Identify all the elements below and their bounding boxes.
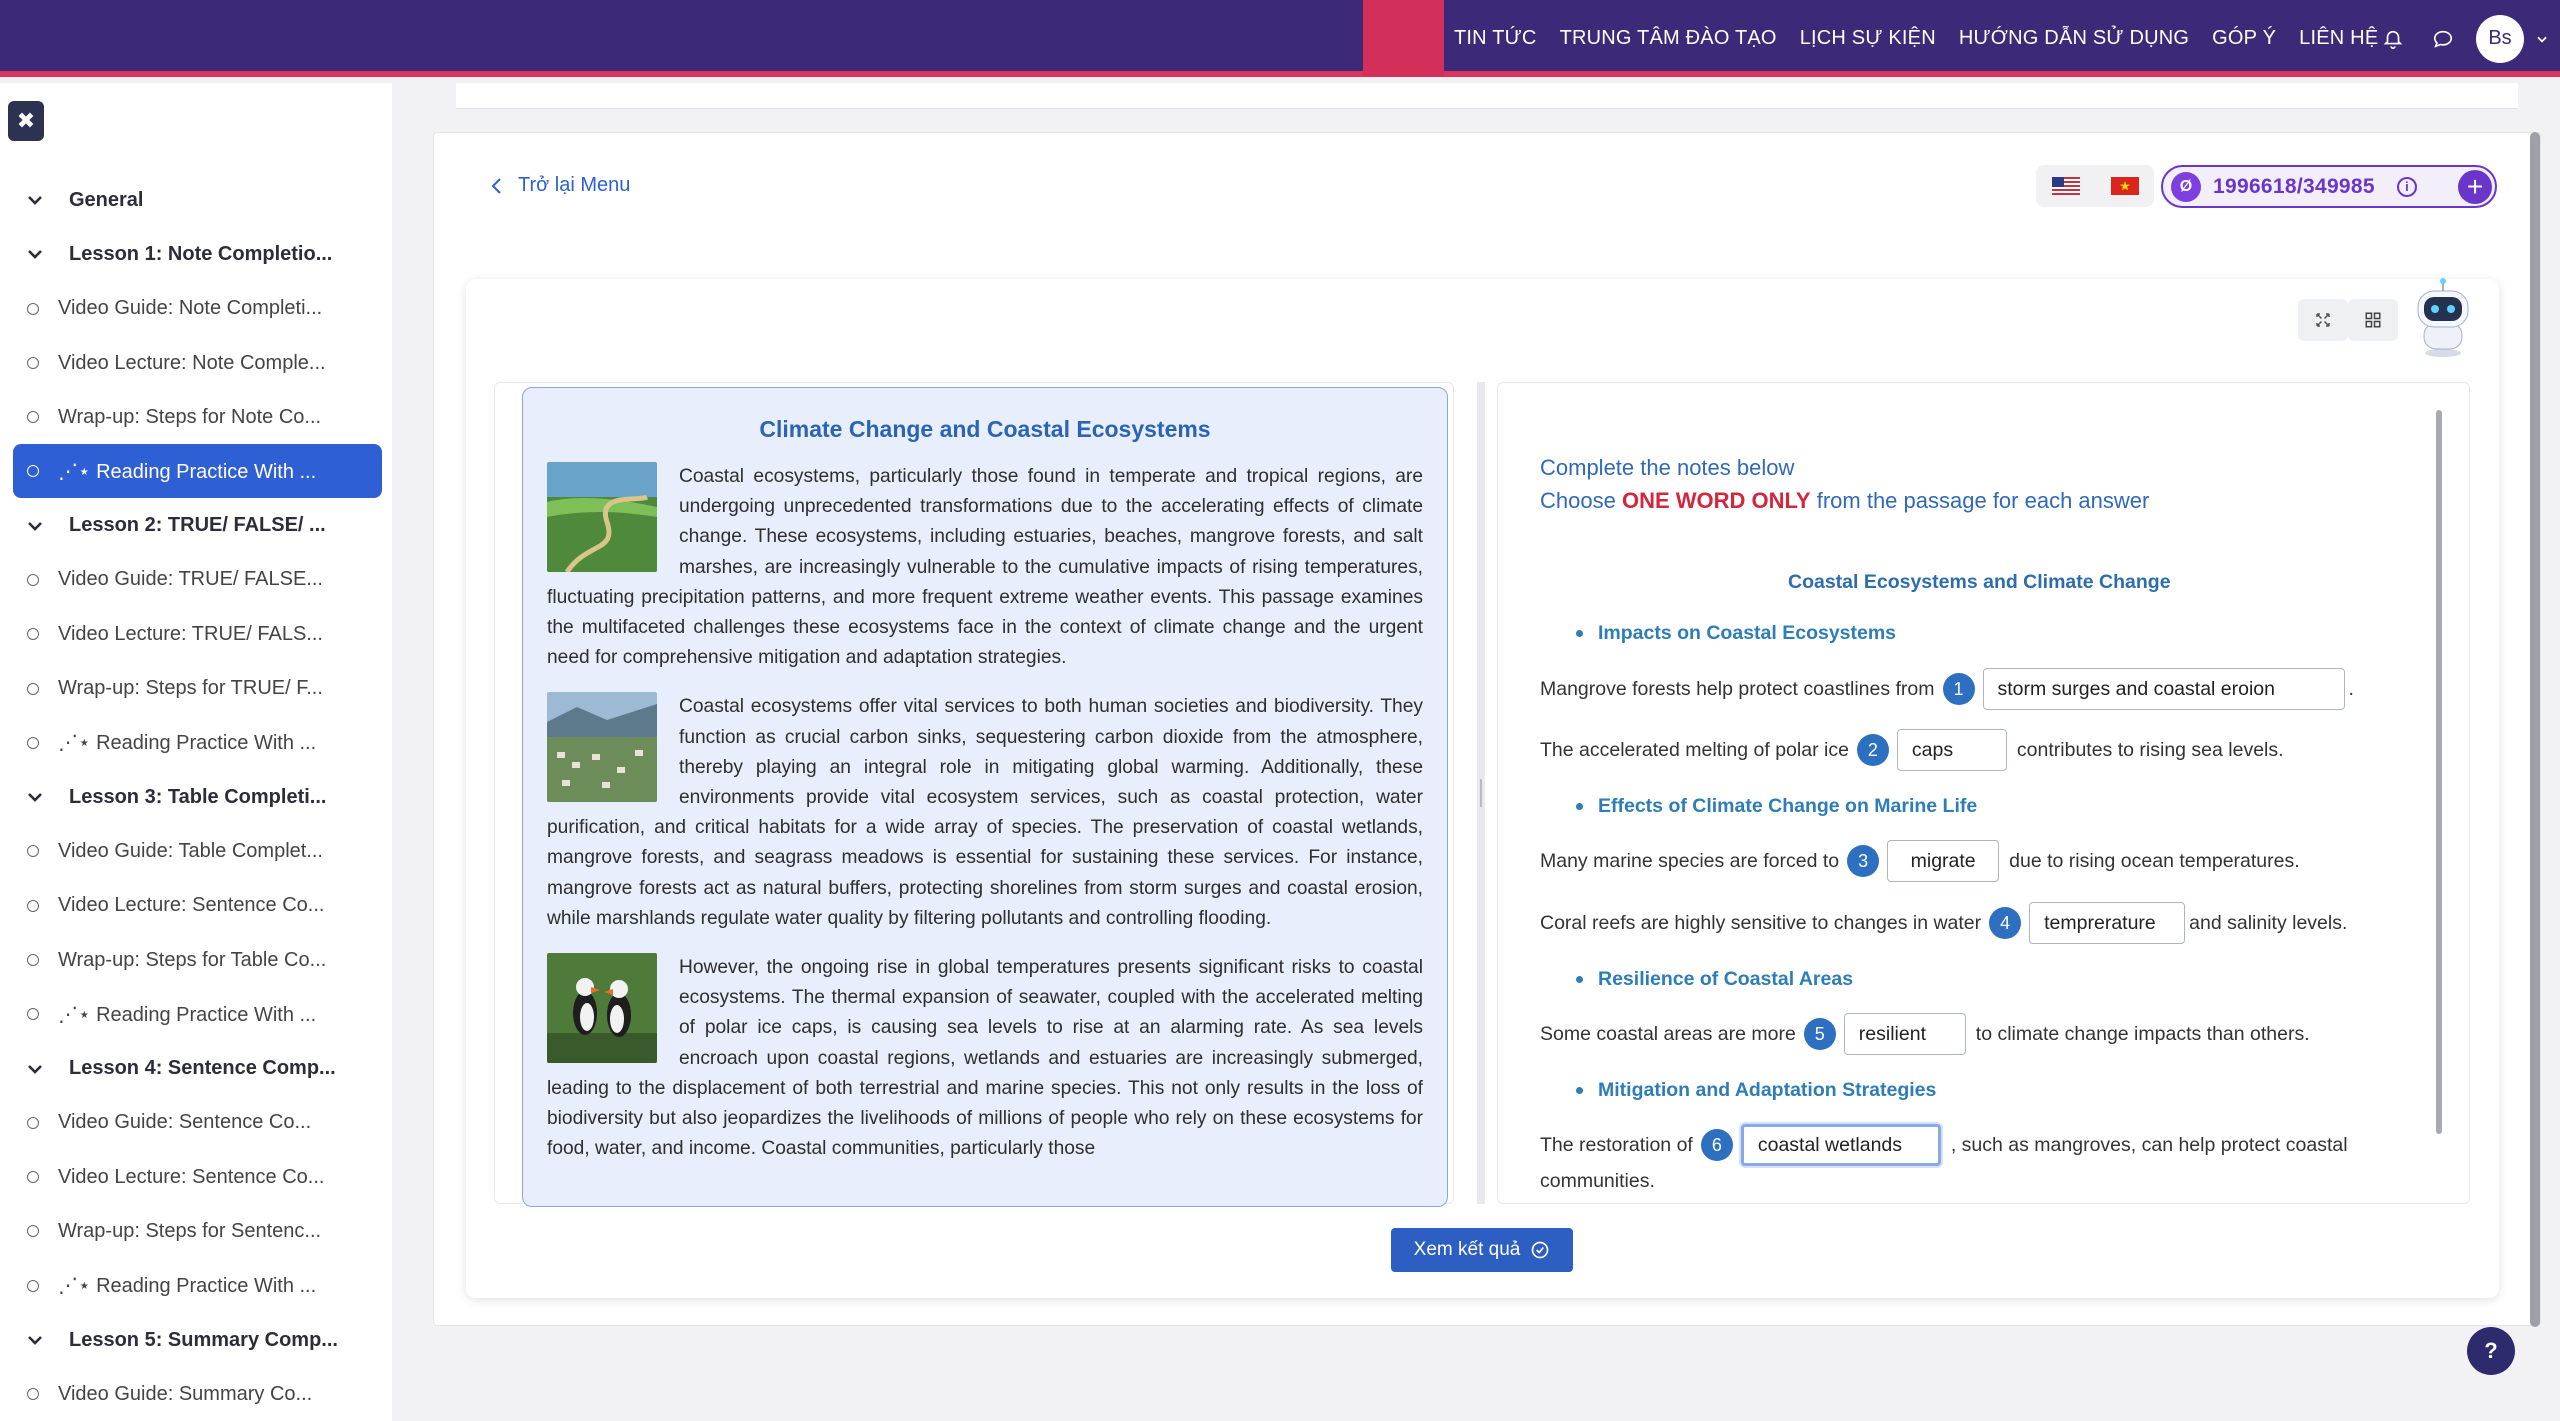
nav-training-center[interactable]: TRUNG TÂM ĐÀO TẠO xyxy=(1559,27,1777,49)
nav-user-guide[interactable]: HƯỚNG DẪN SỬ DỤNG xyxy=(1958,27,2190,49)
answer-input[interactable]: storm surges and coastal eroion xyxy=(1983,668,2345,710)
question-text-post: . xyxy=(2348,677,2354,700)
question-4 xyxy=(1540,902,2347,944)
chevron-down-icon xyxy=(27,1334,47,1346)
sidebar-lesson-item[interactable] xyxy=(13,1096,382,1150)
question-text-post: and salinity levels. xyxy=(2189,911,2348,934)
circle-icon xyxy=(27,737,39,749)
chat-icon[interactable] xyxy=(2418,0,2468,77)
question-text-post: contributes to rising sea levels. xyxy=(2016,738,2284,761)
reading-passage[interactable] xyxy=(522,387,1448,1207)
coin-icon: Ø xyxy=(2171,172,2201,202)
passage-title: Climate Change and Coastal Ecosystems xyxy=(759,416,1211,442)
nav-feedback[interactable]: GÓP Ý xyxy=(2212,27,2277,49)
sidebar-item-label: Video Guide: Sentence Co... xyxy=(58,1111,312,1134)
sidebar-lesson-item[interactable] xyxy=(13,1204,382,1258)
instruction-post: from the passage for each answer xyxy=(1810,488,2150,513)
circle-icon xyxy=(27,1225,39,1237)
back-label: Trở lại Menu xyxy=(518,174,631,196)
sidebar-item-label: Video Lecture: Sentence Co... xyxy=(58,1165,325,1188)
chevron-left-icon xyxy=(490,176,504,196)
answer-input[interactable]: temprerature xyxy=(2029,902,2185,944)
answer-input[interactable]: migrate xyxy=(1887,840,1999,882)
sidebar-lesson-item[interactable] xyxy=(13,1150,382,1204)
sidebar-lesson-item[interactable] xyxy=(13,282,382,336)
column-splitter[interactable] xyxy=(1477,382,1485,1204)
us-flag-icon[interactable] xyxy=(2052,177,2080,195)
notes-heading: Resilience of Coastal Areas xyxy=(1576,968,1853,991)
vn-flag-icon[interactable] xyxy=(2111,177,2139,195)
sidebar-item-label: Wrap-up: Steps for Table Co... xyxy=(58,948,327,971)
sidebar-item-label: Video Lecture: Sentence Co... xyxy=(58,894,325,917)
grid-icon xyxy=(2364,311,2382,329)
passage-paragraph xyxy=(547,692,1423,934)
chevron-down-icon xyxy=(27,520,47,532)
circle-icon xyxy=(27,1117,39,1129)
question-5 xyxy=(1540,1013,2310,1055)
sidebar-item-label: Lesson 2: TRUE/ FALSE/ ... xyxy=(69,514,326,537)
question-text-post: to climate change impacts than others. xyxy=(1975,1022,2310,1045)
sidebar-lesson-item[interactable] xyxy=(13,879,382,933)
question-text: Some coastal areas are more xyxy=(1540,1022,1796,1045)
sidebar-item-label: Video Guide: Summary Co... xyxy=(58,1382,313,1405)
sidebar-lesson-item[interactable] xyxy=(13,1367,382,1421)
circle-icon xyxy=(27,1171,39,1183)
passage-paragraph xyxy=(547,462,1423,673)
chevron-down-icon[interactable] xyxy=(2524,32,2560,46)
sidebar-item-label: Video Guide: TRUE/ FALSE... xyxy=(58,568,323,591)
check-circle-icon xyxy=(1530,1240,1550,1260)
sidebar-lesson-group[interactable] xyxy=(13,227,382,281)
instruction-emphasis: ONE WORD ONLY xyxy=(1621,488,1811,513)
circle-icon xyxy=(27,357,39,369)
sidebar-item-label: Video Lecture: TRUE/ FALS... xyxy=(58,622,323,645)
instruction-line-2 xyxy=(1540,488,2149,514)
chevron-down-icon xyxy=(27,194,47,206)
close-sidebar-button[interactable]: ✖ xyxy=(8,101,44,141)
nav-news[interactable]: TIN TỨC xyxy=(1454,27,1537,49)
circle-icon xyxy=(27,845,39,857)
question-text: Mangrove forests help protect coastlines from xyxy=(1540,677,1935,700)
sidebar-item-label: Wrap-up: Steps for Note Co... xyxy=(58,405,322,428)
circle-icon xyxy=(27,303,39,315)
info-icon[interactable]: i xyxy=(2397,177,2417,197)
chevron-down-icon xyxy=(27,248,47,260)
question-number-badge: 3 xyxy=(1847,845,1879,877)
credit-balance xyxy=(2161,165,2497,208)
robot-assistant-icon[interactable] xyxy=(2410,277,2476,359)
notes-title: Coastal Ecosystems and Climate Change xyxy=(1788,571,2171,593)
sidebar xyxy=(0,83,392,1421)
splitter-grip[interactable] xyxy=(1480,779,1482,807)
question-number-badge: 1 xyxy=(1943,673,1975,705)
submit-label: Xem kết quả xyxy=(1413,1239,1521,1260)
circle-icon xyxy=(27,954,39,966)
coastal-town-image xyxy=(547,692,657,802)
circle-icon xyxy=(27,465,39,477)
layout-toggle-button[interactable] xyxy=(2348,299,2398,341)
bell-icon[interactable] xyxy=(2368,0,2418,77)
sidebar-lesson-group[interactable] xyxy=(13,498,382,552)
sidebar-lesson-item[interactable] xyxy=(13,607,382,661)
sidebar-lesson-item[interactable] xyxy=(13,390,382,444)
paragraph-2: Coastal ecosystems offer vital services to both human societies and biodiversity. They function as crucial carbon sinks, sequestering carbon dioxide from the atmosphere, thereby playing an integral role in mitigating global warming. Additionally, these environments provide vital ecosystem services, such as coastal protection, water purification, and critical habitats for a wide array of species. The preservation of coastal wetlands, mangrove forests, and seagrass meadows is essential for sustaining these services. For instance, mangrove forests act as natural buffers, protecting shorelines from storm surges and coastal erosion, while marshlands regulate water quality by filtering pollutants and controlling flooding. xyxy=(547,696,1423,929)
sidebar-lesson-item[interactable] xyxy=(13,336,382,390)
sidebar-item-label: Lesson 3: Table Completi... xyxy=(69,785,327,808)
sidebar-item-label: Video Guide: Table Complet... xyxy=(58,839,323,862)
page-scrollbar[interactable] xyxy=(2530,132,2540,1327)
sidebar-item-label: ⋰⋆ Reading Practice With ... xyxy=(58,732,317,755)
question-6-continuation: communities. xyxy=(1540,1170,1655,1192)
sidebar-item-label: Lesson 1: Note Completio... xyxy=(69,242,333,265)
circle-icon xyxy=(27,411,39,423)
instruction-line-1: Complete the notes below xyxy=(1540,455,1795,480)
sidebar-item-label: Lesson 4: Sentence Comp... xyxy=(69,1057,336,1080)
sidebar-item-label: Video Lecture: Note Comple... xyxy=(58,351,326,374)
notes-heading: Effects of Climate Change on Marine Life xyxy=(1576,795,1977,818)
question-1 xyxy=(1540,668,2354,710)
sidebar-lesson-item[interactable] xyxy=(13,824,382,878)
question-text: The restoration of xyxy=(1540,1133,1693,1156)
question-number-badge: 5 xyxy=(1804,1018,1836,1050)
sidebar-item-label: Lesson 5: Summary Comp... xyxy=(69,1328,338,1351)
coastal-landscape-image xyxy=(547,462,657,572)
sidebar-lesson-item[interactable] xyxy=(13,933,382,987)
answer-input[interactable]: resilient xyxy=(1844,1013,1966,1055)
question-3 xyxy=(1540,840,2300,882)
sidebar-item-label: ⋰⋆ Reading Practice With ... xyxy=(58,460,317,483)
fullscreen-button[interactable] xyxy=(2298,299,2348,341)
question-number-badge: 6 xyxy=(1701,1129,1733,1161)
nav-events[interactable]: LỊCH SỰ KIỆN xyxy=(1799,27,1936,49)
main-nav xyxy=(1454,0,2378,77)
sidebar-lesson-item[interactable] xyxy=(13,553,382,607)
top-strip xyxy=(456,83,2518,109)
sidebar-item-label: General xyxy=(69,188,144,211)
back-to-menu-link[interactable] xyxy=(490,174,630,197)
paragraph-1: Coastal ecosystems, particularly those found in temperate and tropical regions, are undergoing unprecedented transformations due to the accelerating effects of climate change. These ecosystems, including estuaries, beaches, mangrove forests, and salt marshes, are increasingly vulnerable to the cumulative impacts of rising temperatures, fluctuating precipitation patterns, and more frequent extreme weather events. This passage examines the multifaceted challenges these ecosystems face in the context of climate change and the urgent need for comprehensive mitigation and adaptation strategies. xyxy=(547,466,1423,669)
sidebar-lesson-group[interactable] xyxy=(13,1313,382,1367)
nav-contact[interactable]: LIÊN HỆ xyxy=(2299,27,2379,49)
circle-icon xyxy=(27,683,39,695)
sidebar-lesson-group[interactable] xyxy=(13,173,382,227)
sidebar-lesson-item[interactable] xyxy=(13,1259,382,1313)
nav-accent-block xyxy=(1363,0,1444,77)
notes-heading: Mitigation and Adaptation Strategies xyxy=(1576,1079,1936,1102)
circle-icon xyxy=(27,1280,39,1292)
chevron-down-icon xyxy=(27,1063,47,1075)
avatar[interactable]: Bs xyxy=(2476,15,2524,63)
nav-icons xyxy=(2368,0,2560,77)
question-2 xyxy=(1540,729,2284,771)
question-text: Many marine species are forced to xyxy=(1540,849,1840,872)
help-button[interactable]: ? xyxy=(2467,1327,2515,1375)
answer-input[interactable]: caps xyxy=(1897,729,2007,771)
paragraph-3: However, the ongoing rise in global temperatures presents significant risks to coastal ecosystems. The thermal expansion of seawater, coupled with the accelerated melting of polar ice caps, is causing sea levels to rise at an alarming rate. As sea levels encroach upon coastal regions, wetlands and estuaries are increasingly submerged, leading to the displacement of both terrestrial and marine species. This not only results in the loss of biodiversity but also jeopardizes the livelihoods of millions of people who rely on these ecosystems for food, water, and income. Coastal communities, particularly those xyxy=(547,957,1423,1160)
question-text-post: , such as mangroves, can help protect coastal xyxy=(1950,1133,2348,1156)
sidebar-item-label: ⋰⋆ Reading Practice With ... xyxy=(58,1003,317,1026)
credit-value: 1996618/349985 xyxy=(2213,174,2375,198)
sidebar-item-label: Video Guide: Note Completi... xyxy=(58,297,323,320)
question-scrollbar[interactable] xyxy=(2436,410,2442,1134)
sidebar-lesson-group[interactable] xyxy=(13,1041,382,1095)
question-text: Coral reefs are highly sensitive to changes in water xyxy=(1540,911,1982,934)
view-results-button[interactable] xyxy=(1391,1228,1573,1272)
top-navbar xyxy=(0,0,2560,77)
instruction-pre: Choose xyxy=(1540,488,1622,513)
sidebar-item-label: ⋰⋆ Reading Practice With ... xyxy=(58,1275,317,1298)
question-number-badge: 4 xyxy=(1989,907,2021,939)
question-text-post: due to rising ocean temperatures. xyxy=(2009,849,2300,872)
sidebar-item-label: Wrap-up: Steps for Sentenc... xyxy=(58,1219,322,1242)
sidebar-lesson-item[interactable] xyxy=(13,716,382,770)
expand-icon xyxy=(2314,311,2332,329)
question-6 xyxy=(1540,1124,2348,1166)
question-number-badge: 2 xyxy=(1857,734,1889,766)
chevron-down-icon xyxy=(27,791,47,803)
add-credit-button[interactable]: + xyxy=(2458,170,2492,204)
lesson-menu xyxy=(13,173,382,1421)
circle-icon xyxy=(27,1008,39,1020)
circle-icon xyxy=(27,900,39,912)
circle-icon xyxy=(27,1388,39,1400)
sidebar-lesson-item[interactable] xyxy=(13,444,382,498)
circle-icon xyxy=(27,574,39,586)
language-switcher xyxy=(2036,165,2154,207)
notes-heading: Impacts on Coastal Ecosystems xyxy=(1576,622,1896,645)
sidebar-lesson-group[interactable] xyxy=(13,770,382,824)
sidebar-lesson-item[interactable] xyxy=(13,661,382,715)
passage-paragraph xyxy=(547,953,1423,1164)
answer-input[interactable]: coastal wetlands xyxy=(1741,1124,1941,1166)
question-text: The accelerated melting of polar ice xyxy=(1540,738,1849,761)
puffins-image xyxy=(547,953,657,1063)
sidebar-item-label: Wrap-up: Steps for TRUE/ F... xyxy=(58,677,323,700)
circle-icon xyxy=(27,628,39,640)
sidebar-lesson-item[interactable] xyxy=(13,987,382,1041)
